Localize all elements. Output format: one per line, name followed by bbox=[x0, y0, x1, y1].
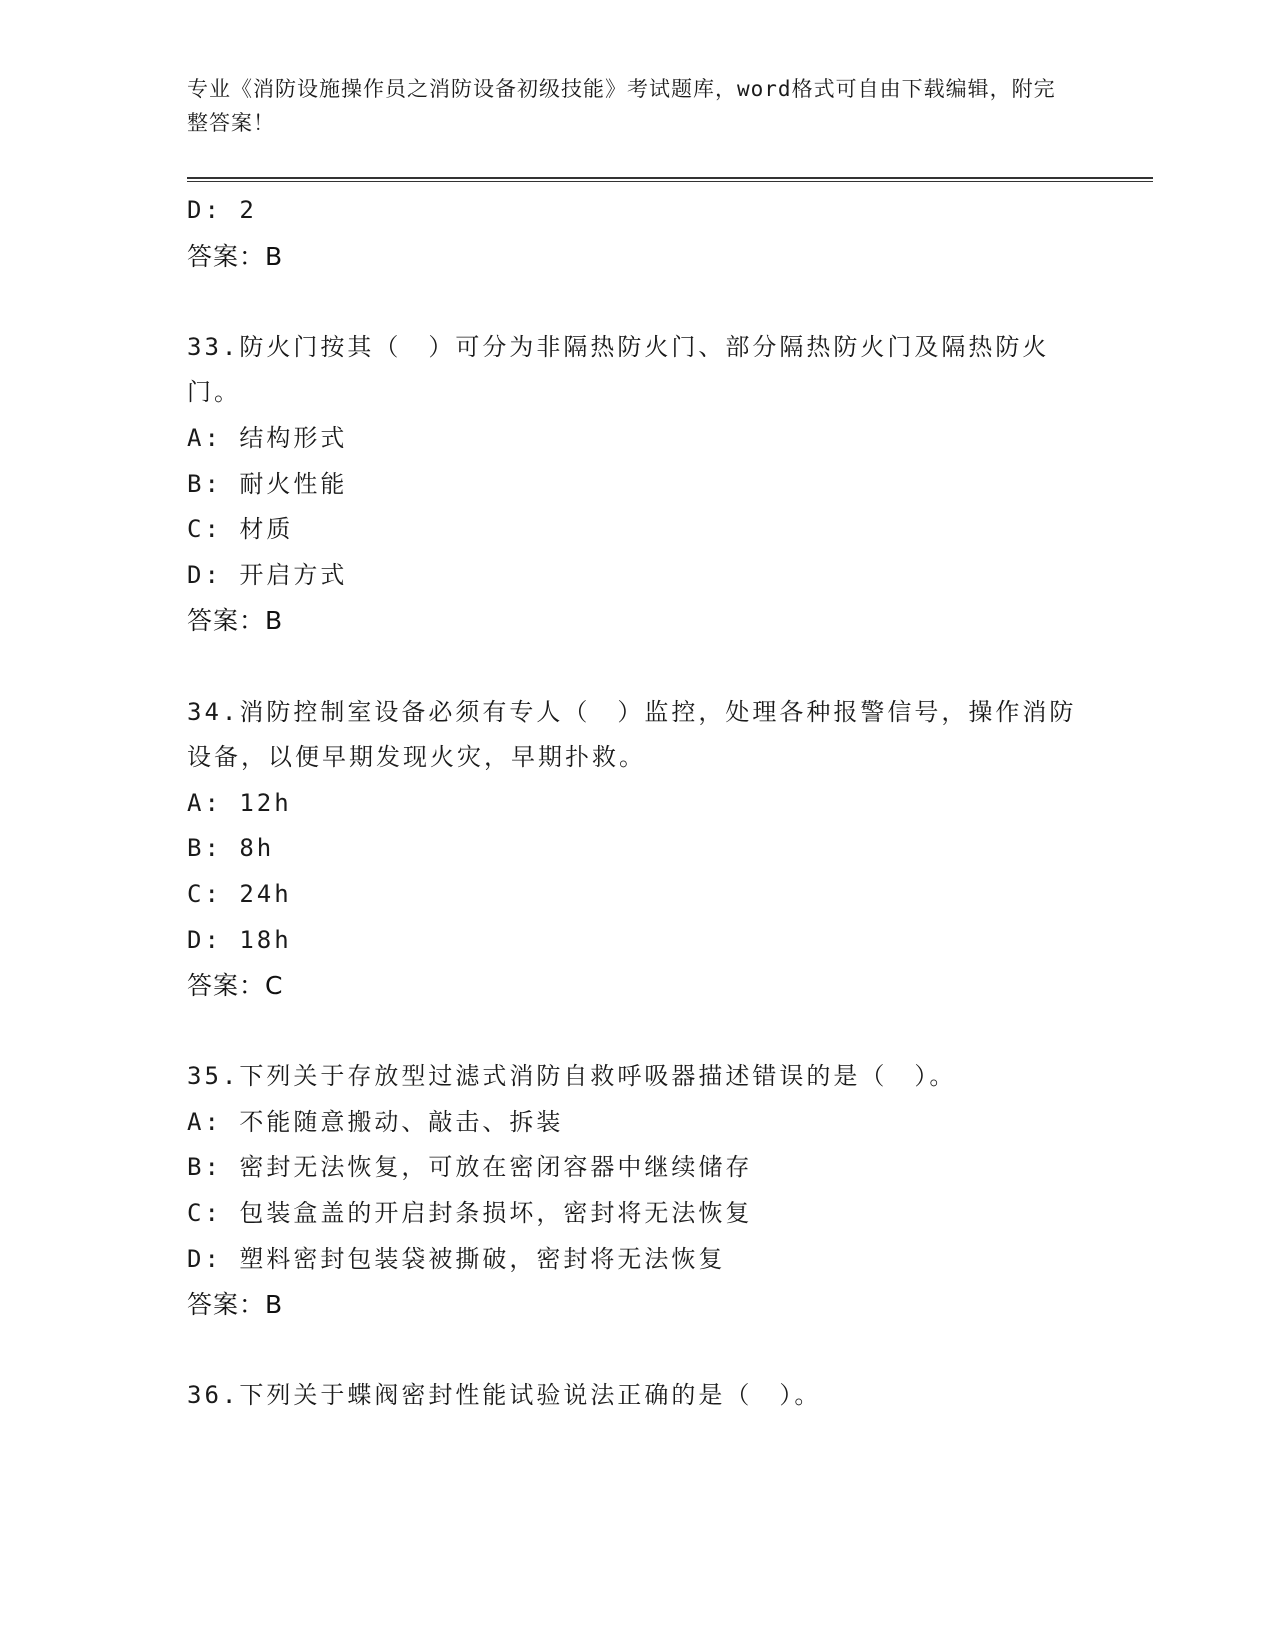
question-title: 33.防火门按其（ ）可分为非隔热防火门、部分隔热防火门及隔热防火门。 bbox=[187, 332, 1050, 407]
spacer bbox=[187, 1009, 1087, 1055]
question-36 bbox=[187, 1373, 1087, 1419]
spacer bbox=[187, 279, 1087, 325]
option-d: D: 塑料密封包装袋被撕破，密封将无法恢复 bbox=[187, 1244, 726, 1273]
option-b: B: 8h bbox=[187, 834, 275, 863]
answer-line: 答案：B bbox=[187, 606, 284, 636]
carryover-answer: 答案：B bbox=[187, 241, 284, 271]
option-a: A: 不能随意搬动、敲击、拆装 bbox=[187, 1107, 564, 1136]
spacer bbox=[187, 644, 1087, 690]
header-divider bbox=[187, 177, 1153, 182]
option-c: C: 24h bbox=[187, 879, 292, 908]
option-b: B: 密封无法恢复，可放在密闭容器中继续储存 bbox=[187, 1153, 753, 1182]
answer-line: 答案：B bbox=[187, 1290, 284, 1320]
question-title: 34.消防控制室设备必须有专人（ ）监控，处理各种报警信号，操作消防设备，以便早期发现火灾，早期扑救。 bbox=[187, 697, 1077, 772]
question-title: 36.下列关于蝶阀密封性能试验说法正确的是（ ）。 bbox=[187, 1381, 822, 1410]
carryover-option-d: D: 2 bbox=[187, 196, 257, 224]
option-c: C: 包装盒盖的开启封条损坏，密封将无法恢复 bbox=[187, 1199, 753, 1228]
question-title: 35.下列关于存放型过滤式消防自救呼吸器描述错误的是（ ）。 bbox=[187, 1062, 957, 1091]
option-a: A: 结构形式 bbox=[187, 423, 348, 452]
option-b: B: 耐火性能 bbox=[187, 469, 348, 498]
answer-line: 答案：C bbox=[187, 971, 284, 1001]
question-33 bbox=[187, 325, 1087, 644]
option-d: D: 开启方式 bbox=[187, 560, 348, 589]
question-35 bbox=[187, 1054, 1087, 1328]
question-34 bbox=[187, 690, 1087, 1009]
option-d: D: 18h bbox=[187, 925, 292, 954]
option-a: A: 12h bbox=[187, 788, 292, 817]
option-c: C: 材质 bbox=[187, 515, 294, 544]
spacer bbox=[187, 1328, 1087, 1374]
page-header: 专业《消防设施操作员之消防设备初级技能》考试题库，word格式可自由下载编辑，附完整答案！ bbox=[187, 77, 1056, 135]
question-content bbox=[187, 188, 1087, 1419]
